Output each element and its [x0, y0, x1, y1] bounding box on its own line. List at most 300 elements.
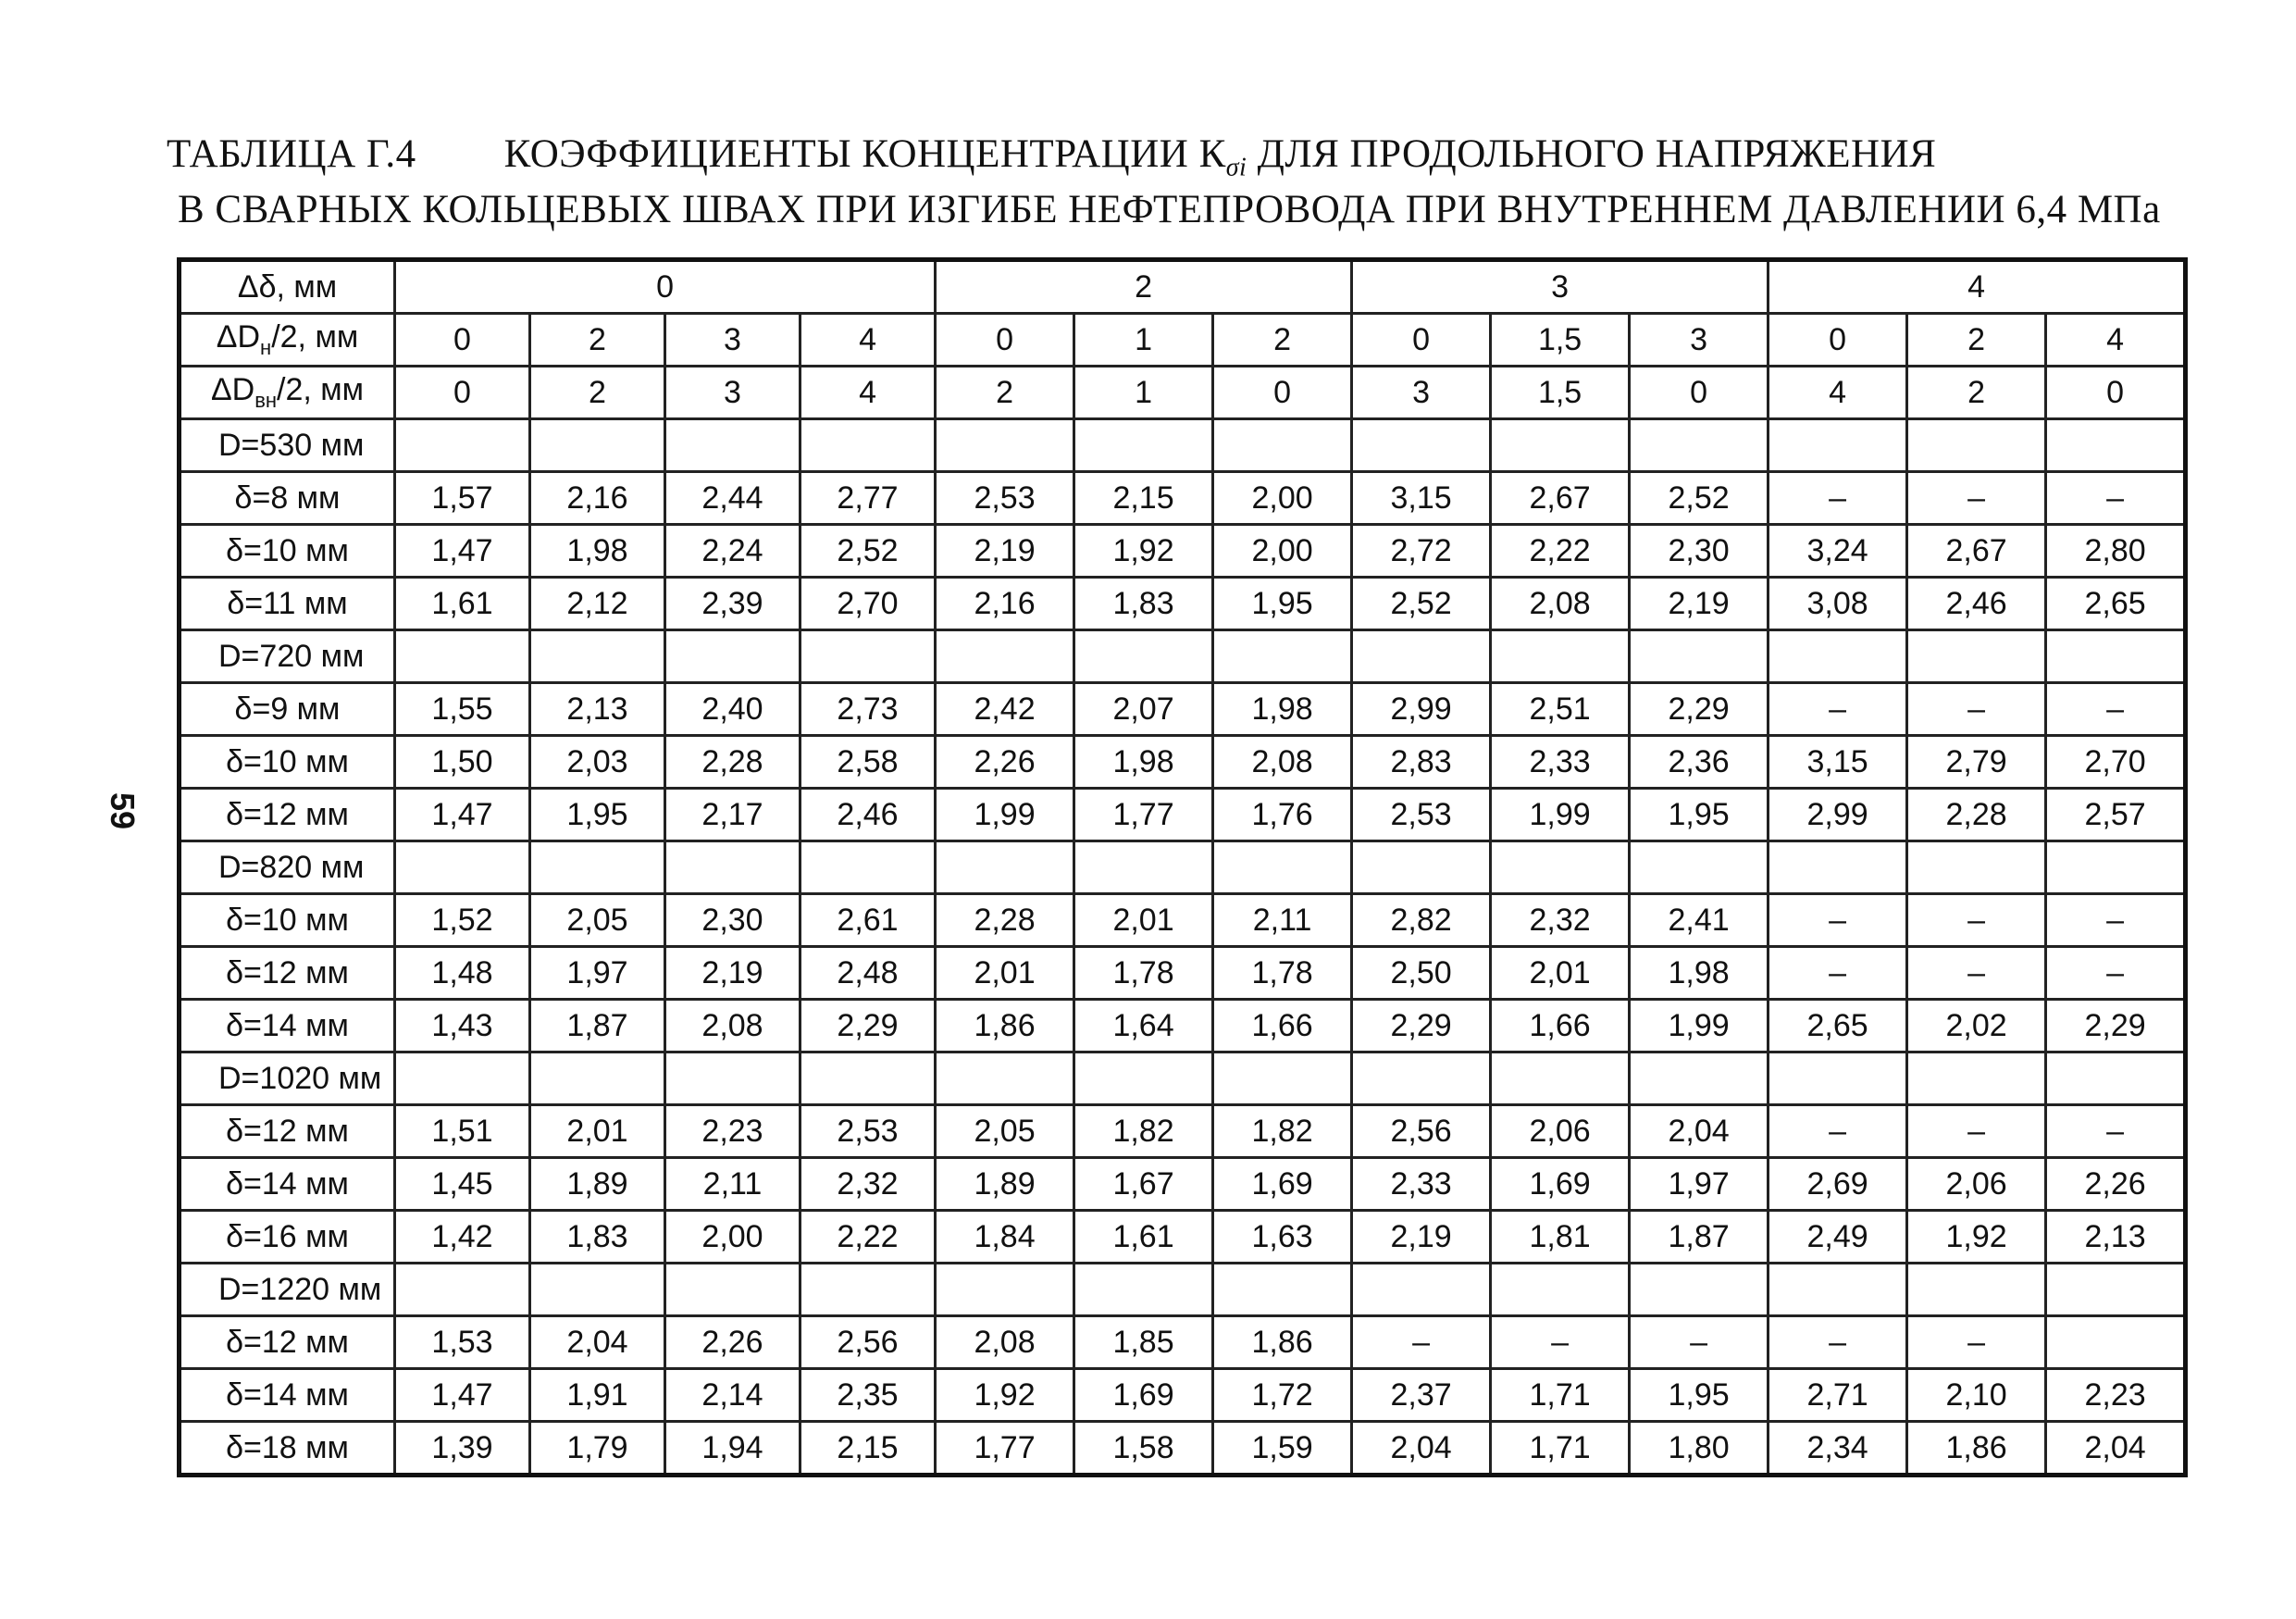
- value-cell: 1,78: [1074, 947, 1213, 1000]
- empty-cell: [1213, 630, 1352, 683]
- value-cell: 2,08: [1213, 736, 1352, 789]
- value-cell: 1,47: [395, 789, 530, 841]
- table-row: [180, 1211, 2186, 1264]
- value-cell: 1,71: [1491, 1422, 1630, 1476]
- value-cell: –: [1769, 472, 1907, 525]
- table-row: [180, 578, 2186, 630]
- table-row: [180, 894, 2186, 947]
- empty-cell: [1630, 1264, 1769, 1316]
- table-number: ТАБЛИЦА Г.4: [167, 132, 416, 176]
- value-cell: 2,34: [1769, 1422, 1907, 1476]
- value-cell: 1,66: [1213, 1000, 1352, 1052]
- table-row: [180, 1158, 2186, 1211]
- value-cell: 2,56: [800, 1316, 936, 1369]
- value-cell: 2,52: [1352, 578, 1491, 630]
- value-cell: 2,16: [530, 472, 665, 525]
- value-cell: 1,39: [395, 1422, 530, 1476]
- value-cell: 2,00: [1213, 525, 1352, 578]
- value-cell: 1,98: [1213, 683, 1352, 736]
- header-value-cell: 2: [1907, 367, 2046, 419]
- value-cell: 1,95: [1630, 789, 1769, 841]
- value-cell: 1,91: [530, 1369, 665, 1422]
- value-cell: 2,08: [1491, 578, 1630, 630]
- empty-cell: [936, 1264, 1074, 1316]
- coefficient-table: [177, 257, 2188, 1477]
- value-cell: 2,28: [936, 894, 1074, 947]
- header-value-cell: 0: [1213, 367, 1352, 419]
- header-value-cell: 0: [1630, 367, 1769, 419]
- empty-cell: [1213, 419, 1352, 472]
- value-cell: 2,99: [1352, 683, 1491, 736]
- table-row: [180, 683, 2186, 736]
- value-cell: 1,85: [1074, 1316, 1213, 1369]
- title-rest: ДЛЯ ПРОДОЛЬНОГО НАПРЯЖЕНИЯ: [1247, 132, 1937, 176]
- value-cell: 2,56: [1352, 1105, 1491, 1158]
- empty-cell: [1352, 1264, 1491, 1316]
- value-cell: 3,08: [1769, 578, 1907, 630]
- label-part: ΔD: [216, 319, 261, 355]
- value-cell: 2,23: [2046, 1369, 2186, 1422]
- value-cell: 1,95: [1213, 578, 1352, 630]
- value-cell: –: [2046, 472, 2186, 525]
- empty-cell: [1769, 841, 1907, 894]
- value-cell: 2,39: [665, 578, 800, 630]
- value-cell: 2,05: [936, 1105, 1074, 1158]
- value-cell: 1,92: [1907, 1211, 2046, 1264]
- empty-cell: [1491, 1264, 1630, 1316]
- empty-cell: [1769, 1264, 1907, 1316]
- value-cell: –: [1491, 1316, 1630, 1369]
- empty-cell: [1630, 630, 1769, 683]
- value-cell: 1,98: [1630, 947, 1769, 1000]
- empty-cell: [800, 1052, 936, 1105]
- value-cell: 1,92: [936, 1369, 1074, 1422]
- empty-cell: [1907, 630, 2046, 683]
- value-cell: 2,36: [1630, 736, 1769, 789]
- value-cell: 2,46: [800, 789, 936, 841]
- empty-cell: [1769, 419, 1907, 472]
- section-label: D=1020 мм: [180, 1052, 395, 1105]
- value-cell: 2,29: [1630, 683, 1769, 736]
- value-cell: 2,53: [936, 472, 1074, 525]
- empty-cell: [1491, 419, 1630, 472]
- value-cell: 2,80: [2046, 525, 2186, 578]
- header-value-cell: 1: [1074, 367, 1213, 419]
- value-cell: 2,24: [665, 525, 800, 578]
- value-cell: 1,57: [395, 472, 530, 525]
- value-cell: 1,83: [1074, 578, 1213, 630]
- value-cell: 2,07: [1074, 683, 1213, 736]
- value-cell: 2,22: [1491, 525, 1630, 578]
- value-cell: 2,02: [1907, 1000, 2046, 1052]
- value-cell: 2,00: [665, 1211, 800, 1264]
- value-cell: 2,01: [936, 947, 1074, 1000]
- empty-cell: [1074, 1264, 1213, 1316]
- value-cell: 2,03: [530, 736, 665, 789]
- value-cell: 1,51: [395, 1105, 530, 1158]
- header-value-cell: 2: [530, 367, 665, 419]
- value-cell: 2,17: [665, 789, 800, 841]
- value-cell: 1,47: [395, 1369, 530, 1422]
- value-cell: –: [1769, 683, 1907, 736]
- value-cell: 2,58: [800, 736, 936, 789]
- value-cell: 2,28: [665, 736, 800, 789]
- section-label: D=720 мм: [180, 630, 395, 683]
- value-cell: 1,94: [665, 1422, 800, 1476]
- value-cell: 1,69: [1074, 1369, 1213, 1422]
- row-label: δ=18 мм: [180, 1422, 395, 1476]
- value-cell: 1,64: [1074, 1000, 1213, 1052]
- value-cell: 2,06: [1907, 1158, 2046, 1211]
- value-cell: –: [1769, 1105, 1907, 1158]
- value-cell: 2,14: [665, 1369, 800, 1422]
- value-cell: 2,15: [800, 1422, 936, 1476]
- value-cell: 2,26: [665, 1316, 800, 1369]
- value-cell: 2,67: [1491, 472, 1630, 525]
- header-value-cell: 0: [395, 314, 530, 367]
- value-cell: 2,67: [1907, 525, 2046, 578]
- empty-cell: [1352, 841, 1491, 894]
- empty-cell: [395, 1052, 530, 1105]
- value-cell: 1,69: [1213, 1158, 1352, 1211]
- header-value-cell: 3: [1352, 367, 1491, 419]
- row-label: δ=12 мм: [180, 1105, 395, 1158]
- table-row: [180, 947, 2186, 1000]
- empty-cell: [1074, 1052, 1213, 1105]
- value-cell: 2,04: [2046, 1422, 2186, 1476]
- section-row: [180, 1052, 2186, 1105]
- empty-cell: [395, 1264, 530, 1316]
- value-cell: 1,89: [936, 1158, 1074, 1211]
- empty-cell: [1213, 841, 1352, 894]
- header-value-cell: 0: [2046, 367, 2186, 419]
- table-row: [180, 1105, 2186, 1158]
- empty-cell: [1630, 841, 1769, 894]
- value-cell: 1,99: [936, 789, 1074, 841]
- empty-cell: [1352, 630, 1491, 683]
- value-cell: 2,01: [530, 1105, 665, 1158]
- value-cell: 3,15: [1352, 472, 1491, 525]
- value-cell: 1,52: [395, 894, 530, 947]
- value-cell: –: [2046, 894, 2186, 947]
- value-cell: 2,79: [1907, 736, 2046, 789]
- header-label-dn: [180, 314, 395, 367]
- value-cell: –: [1769, 894, 1907, 947]
- empty-cell: [2046, 630, 2186, 683]
- value-cell: 2,30: [1630, 525, 1769, 578]
- value-cell: 1,87: [530, 1000, 665, 1052]
- value-cell: 1,59: [1213, 1422, 1352, 1476]
- value-cell: 2,53: [800, 1105, 936, 1158]
- value-cell: –: [1630, 1316, 1769, 1369]
- value-cell: 2,52: [1630, 472, 1769, 525]
- value-cell: –: [1907, 947, 2046, 1000]
- section-row: [180, 841, 2186, 894]
- row-label: δ=11 мм: [180, 578, 395, 630]
- value-cell: 2,15: [1074, 472, 1213, 525]
- value-cell: 2,73: [800, 683, 936, 736]
- value-cell: 2,10: [1907, 1369, 2046, 1422]
- empty-cell: [1074, 841, 1213, 894]
- header-value-cell: 0: [936, 314, 1074, 367]
- empty-cell: [1769, 1052, 1907, 1105]
- value-cell: 2,01: [1491, 947, 1630, 1000]
- header-value-cell: 2: [530, 314, 665, 367]
- value-cell: –: [1907, 1316, 2046, 1369]
- empty-cell: [530, 841, 665, 894]
- value-cell: 2,13: [2046, 1211, 2186, 1264]
- value-cell: –: [1769, 947, 1907, 1000]
- value-cell: 2,32: [1491, 894, 1630, 947]
- value-cell: 1,95: [1630, 1369, 1769, 1422]
- value-cell: 1,84: [936, 1211, 1074, 1264]
- empty-cell: [530, 419, 665, 472]
- value-cell: 2,51: [1491, 683, 1630, 736]
- value-cell: 1,95: [530, 789, 665, 841]
- empty-cell: [2046, 841, 2186, 894]
- value-cell: –: [1769, 1316, 1907, 1369]
- table-row: [180, 1316, 2186, 1369]
- value-cell: 1,50: [395, 736, 530, 789]
- label-part: /2, мм: [277, 372, 365, 408]
- table-row: [180, 1369, 2186, 1422]
- value-cell: 1,99: [1630, 1000, 1769, 1052]
- empty-cell: [395, 419, 530, 472]
- row-label: δ=12 мм: [180, 789, 395, 841]
- value-cell: 1,79: [530, 1422, 665, 1476]
- value-cell: 1,86: [936, 1000, 1074, 1052]
- empty-cell: [1630, 1052, 1769, 1105]
- value-cell: 2,53: [1352, 789, 1491, 841]
- empty-cell: [1491, 630, 1630, 683]
- value-cell: 2,23: [665, 1105, 800, 1158]
- row-label: δ=10 мм: [180, 894, 395, 947]
- value-cell: 1,45: [395, 1158, 530, 1211]
- row-label: δ=14 мм: [180, 1369, 395, 1422]
- value-cell: –: [1352, 1316, 1491, 1369]
- value-cell: 2,22: [800, 1211, 936, 1264]
- value-cell: 2,32: [800, 1158, 936, 1211]
- empty-cell: [665, 419, 800, 472]
- value-cell: 1,69: [1491, 1158, 1630, 1211]
- value-cell: 2,16: [936, 578, 1074, 630]
- group-header: 2: [936, 260, 1352, 314]
- table-row: [180, 1000, 2186, 1052]
- value-cell: 1,42: [395, 1211, 530, 1264]
- row-label: δ=14 мм: [180, 1000, 395, 1052]
- empty-cell: [395, 841, 530, 894]
- page-number: 59: [104, 791, 143, 830]
- value-cell: –: [2046, 683, 2186, 736]
- table-subtitle: В СВАРНЫХ КОЛЬЦЕВЫХ ШВАХ ПРИ ИЗГИБЕ НЕФТЕПРОВОДА ПРИ ВНУТРЕННЕМ ДАВЛЕНИИ 6,4 МПа: [178, 188, 2161, 231]
- value-cell: 2,19: [1352, 1211, 1491, 1264]
- value-cell: 1,58: [1074, 1422, 1213, 1476]
- value-cell: 2,44: [665, 472, 800, 525]
- value-cell: –: [2046, 1105, 2186, 1158]
- header-value-cell: 2: [936, 367, 1074, 419]
- value-cell: –: [1907, 1105, 2046, 1158]
- value-cell: 1,76: [1213, 789, 1352, 841]
- value-cell: 2,46: [1907, 578, 2046, 630]
- value-cell: 2,04: [1630, 1105, 1769, 1158]
- value-cell: 1,98: [530, 525, 665, 578]
- value-cell: 1,67: [1074, 1158, 1213, 1211]
- empty-cell: [1769, 630, 1907, 683]
- table-row: [180, 736, 2186, 789]
- value-cell: 2,05: [530, 894, 665, 947]
- section-row: [180, 1264, 2186, 1316]
- empty-cell: [2046, 419, 2186, 472]
- value-cell: 2,06: [1491, 1105, 1630, 1158]
- value-cell: 2,33: [1491, 736, 1630, 789]
- section-label: D=530 мм: [180, 419, 395, 472]
- value-cell: 2,42: [936, 683, 1074, 736]
- value-cell: 2,19: [936, 525, 1074, 578]
- value-cell: 1,55: [395, 683, 530, 736]
- empty-cell: [1352, 1052, 1491, 1105]
- header-value-cell: 0: [395, 367, 530, 419]
- label-part: /2, мм: [271, 319, 359, 355]
- value-cell: 2,28: [1907, 789, 2046, 841]
- value-cell: 2,01: [1074, 894, 1213, 947]
- empty-cell: [936, 841, 1074, 894]
- value-cell: 2,77: [800, 472, 936, 525]
- header-value-cell: 4: [1769, 367, 1907, 419]
- value-cell: 2,13: [530, 683, 665, 736]
- value-cell: –: [1907, 894, 2046, 947]
- value-cell: 1,97: [1630, 1158, 1769, 1211]
- value-cell: 3,15: [1769, 736, 1907, 789]
- table-row: [180, 789, 2186, 841]
- value-cell: 2,04: [1352, 1422, 1491, 1476]
- empty-cell: [1074, 419, 1213, 472]
- row-label: δ=12 мм: [180, 1316, 395, 1369]
- value-cell: 2,19: [1630, 578, 1769, 630]
- group-header: 0: [395, 260, 936, 314]
- value-cell: 2,83: [1352, 736, 1491, 789]
- header-label-dvn: [180, 367, 395, 419]
- title-subscript: σi: [1225, 153, 1247, 182]
- empty-cell: [530, 630, 665, 683]
- section-label: D=820 мм: [180, 841, 395, 894]
- header-value-cell: 4: [2046, 314, 2186, 367]
- value-cell: 2,19: [665, 947, 800, 1000]
- empty-cell: [665, 1264, 800, 1316]
- empty-cell: [936, 419, 1074, 472]
- value-cell: 1,98: [1074, 736, 1213, 789]
- value-cell: 1,47: [395, 525, 530, 578]
- title-main: КОЭФФИЦИЕНТЫ КОНЦЕНТРАЦИИ К: [503, 132, 1226, 176]
- value-cell: 1,97: [530, 947, 665, 1000]
- value-cell: 2,65: [2046, 578, 2186, 630]
- header-value-cell: 2: [1213, 314, 1352, 367]
- table-row: [180, 472, 2186, 525]
- empty-cell: [800, 841, 936, 894]
- row-label: δ=8 мм: [180, 472, 395, 525]
- value-cell: 1,83: [530, 1211, 665, 1264]
- value-cell: 2,65: [1769, 1000, 1907, 1052]
- value-cell: 2,08: [665, 1000, 800, 1052]
- row-label: δ=16 мм: [180, 1211, 395, 1264]
- empty-cell: [1213, 1264, 1352, 1316]
- value-cell: –: [1907, 683, 2046, 736]
- value-cell: 1,77: [936, 1422, 1074, 1476]
- value-cell: 2,26: [2046, 1158, 2186, 1211]
- value-cell: 1,63: [1213, 1211, 1352, 1264]
- empty-cell: [800, 1264, 936, 1316]
- value-cell: 2,72: [1352, 525, 1491, 578]
- value-cell: 2,82: [1352, 894, 1491, 947]
- value-cell: 1,86: [1907, 1422, 2046, 1476]
- value-cell: 1,80: [1630, 1422, 1769, 1476]
- section-row: [180, 419, 2186, 472]
- empty-cell: [530, 1264, 665, 1316]
- header-value-cell: 1,5: [1491, 367, 1630, 419]
- value-cell: 2,29: [1352, 1000, 1491, 1052]
- header-value-cell: 3: [665, 314, 800, 367]
- value-cell: 2,71: [1769, 1369, 1907, 1422]
- header-value-cell: 0: [1352, 314, 1491, 367]
- empty-cell: [936, 630, 1074, 683]
- value-cell: 1,86: [1213, 1316, 1352, 1369]
- value-cell: 2,35: [800, 1369, 936, 1422]
- value-cell: 1,61: [1074, 1211, 1213, 1264]
- value-cell: 2,70: [800, 578, 936, 630]
- header-value-cell: 4: [800, 314, 936, 367]
- empty-cell: [1630, 419, 1769, 472]
- empty-cell: [2046, 1052, 2186, 1105]
- header-value-cell: 4: [800, 367, 936, 419]
- value-cell: 1,78: [1213, 947, 1352, 1000]
- empty-cell: [1907, 841, 2046, 894]
- empty-cell: [1491, 1052, 1630, 1105]
- section-label: D=1220 мм: [180, 1264, 395, 1316]
- header-value-cell: 3: [665, 367, 800, 419]
- group-header: 3: [1352, 260, 1769, 314]
- empty-cell: [800, 419, 936, 472]
- header-row-dn: [180, 314, 2186, 367]
- label-subscript: вн: [254, 388, 278, 412]
- header-value-cell: 2: [1907, 314, 2046, 367]
- value-cell: 1,66: [1491, 1000, 1630, 1052]
- header-label-delta: Δδ, мм: [180, 260, 395, 314]
- header-value-cell: 1: [1074, 314, 1213, 367]
- value-cell: 2,26: [936, 736, 1074, 789]
- value-cell: 2,08: [936, 1316, 1074, 1369]
- value-cell: 1,77: [1074, 789, 1213, 841]
- value-cell: 1,71: [1491, 1369, 1630, 1422]
- value-cell: 2,69: [1769, 1158, 1907, 1211]
- value-cell: 2,11: [665, 1158, 800, 1211]
- value-cell: 2,57: [2046, 789, 2186, 841]
- value-cell: 1,81: [1491, 1211, 1630, 1264]
- value-cell: 2,70: [2046, 736, 2186, 789]
- header-row-delta: [180, 260, 2186, 314]
- label-subscript: н: [260, 335, 272, 359]
- value-cell: 1,72: [1213, 1369, 1352, 1422]
- value-cell: 1,82: [1074, 1105, 1213, 1158]
- empty-cell: [1907, 1264, 2046, 1316]
- value-cell: 1,87: [1630, 1211, 1769, 1264]
- value-cell: 2,61: [800, 894, 936, 947]
- value-cell: 1,92: [1074, 525, 1213, 578]
- empty-cell: [936, 1052, 1074, 1105]
- value-cell: [2046, 1316, 2186, 1369]
- value-cell: 2,29: [2046, 1000, 2186, 1052]
- value-cell: 2,29: [800, 1000, 936, 1052]
- empty-cell: [665, 1052, 800, 1105]
- header-value-cell: 3: [1630, 314, 1769, 367]
